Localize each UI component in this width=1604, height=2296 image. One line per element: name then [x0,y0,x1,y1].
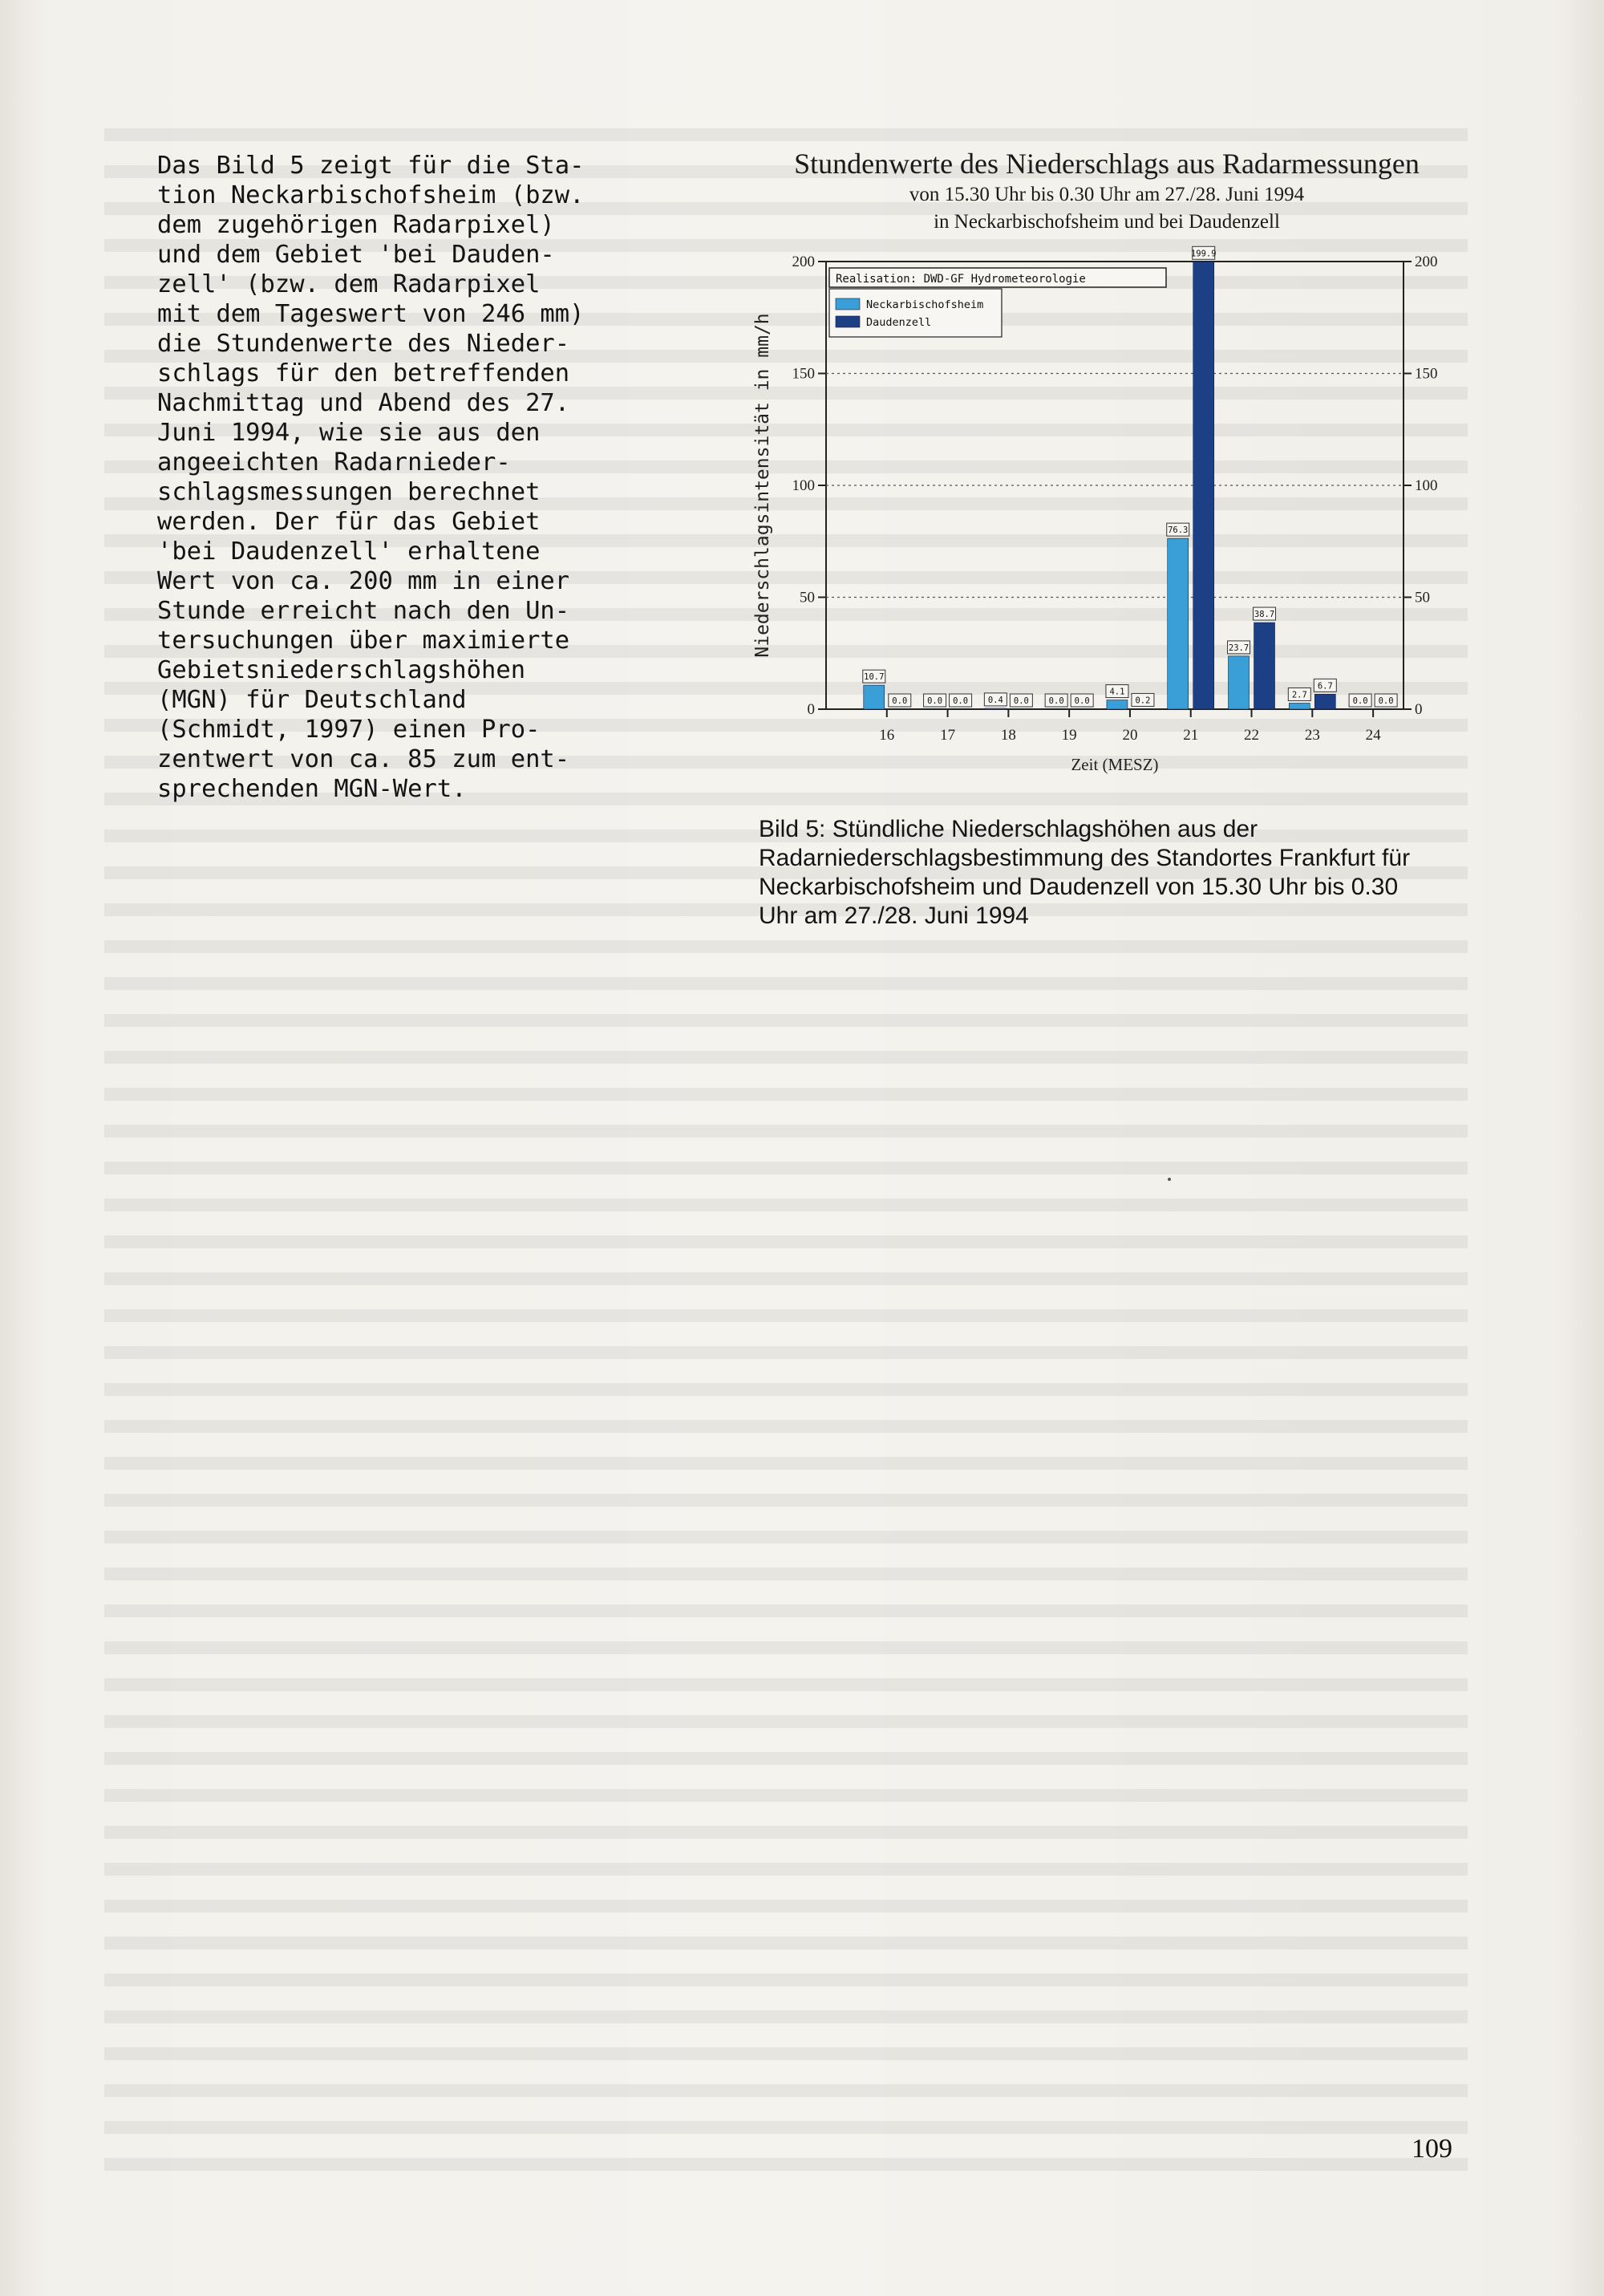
data-label: 10.7 [864,672,885,683]
bar-neckarbischofsheim [1350,709,1371,710]
data-label: 0.0 [927,696,943,706]
x-axis-label: Zeit (MESZ) [1071,755,1159,774]
chart-location: in Neckarbischofsheim und bei Daudenzell [934,211,1280,233]
x-tick-label: 21 [1183,727,1199,744]
x-tick-label: 22 [1244,727,1260,744]
bar-neckarbischofsheim [1107,700,1128,709]
intro-paragraph: Das Bild 5 zeigt für die Sta- tion Neckarbischofsheim (bzw. dem zugehörigen Radarpixel) und dem Gebiet 'bei Dauden- zell' (bzw. dem Radarpixel mit dem Tageswert von 246 mm) die Stundenwerte des Nieder- schlags für den betreffenden Nachmittag und Abend des 27. Juni 1994, wie sie aus den angeeichten Radarnieder- schlagsmessungen berechnet werden. Der für das Gebiet 'bei Daudenzell' erhaltene Wert von ca. 200 mm in einer Stunde erreicht nach den Un- tersuchungen über maximierte Gebietsniederschlagshöhen (MGN) für Deutschland (Schmidt, 1997) einen Pro- zentwert von ca. 85 zum ent- sprechenden MGN-Wert. [157,152,585,803]
y-axis-label: Niederschlagsintensität in mm/h [752,313,773,658]
data-label: 0.0 [1074,696,1090,706]
data-label: 0.0 [953,696,969,706]
y-tick-label-left: 0 [807,701,815,718]
bar-neckarbischofsheim [864,685,885,709]
speck [1168,1178,1171,1181]
x-tick-label: 20 [1122,727,1138,744]
data-label: 0.0 [1352,696,1368,706]
bar-daudenzell [1254,623,1275,709]
x-tick-label: 19 [1061,727,1077,744]
data-label: 0.0 [1013,696,1029,706]
bar-neckarbischofsheim [1168,538,1189,709]
data-label: 0.2 [1135,696,1151,706]
bar-daudenzell [1132,708,1153,709]
realization-label: Realisation: DWD-GF Hydrometeorologie [836,273,1086,286]
y-tick-label-left: 50 [800,589,815,606]
data-label: 0.0 [892,696,908,706]
legend-label: Neckarbischofsheim [866,298,984,311]
data-label: 199.9 [1190,249,1217,259]
chart-heading [754,146,1460,236]
y-tick-label-right: 150 [1415,365,1438,383]
legend-swatch [836,316,860,327]
bar-daudenzell [950,709,971,710]
y-tick-label-left: 150 [792,365,815,383]
data-label: 0.0 [1048,696,1064,706]
y-tick-label-right: 50 [1415,589,1430,606]
y-tick-label-right: 0 [1415,701,1423,718]
precipitation-bar-chart [746,241,1452,794]
bar-daudenzell [1071,709,1092,710]
data-label: 0.4 [987,695,1003,705]
bar-neckarbischofsheim [985,708,1006,709]
figure-caption: Bild 5: Stündliche Niederschlagshöhen aus der Radarniederschlagsbestimmung des Standortes Frankfurt für Neckarbischofsheim und Daudenzell von 15.30 Uhr bis 0.30 Uhr am 27./28. Juni 1994 [759,816,1411,929]
data-label: 6.7 [1317,681,1333,692]
x-tick-label: 24 [1365,727,1381,744]
bar-daudenzell [889,709,910,710]
page-number: 109 [1412,2134,1452,2164]
y-tick-label-right: 200 [1415,254,1438,270]
x-tick-label: 18 [1000,727,1016,744]
bar-daudenzell [1314,694,1335,709]
bar-daudenzell [1193,262,1214,709]
x-tick-label: 23 [1304,727,1320,744]
bar-neckarbischofsheim [1289,703,1310,709]
y-tick-label-left: 200 [792,254,815,270]
chart-title: Stundenwerte des Niederschlags aus Radarmessungen [794,148,1420,180]
data-label: 2.7 [1291,690,1307,700]
data-label: 23.7 [1228,643,1250,653]
legend-box [829,289,1002,337]
x-tick-label: 17 [940,727,956,744]
x-tick-label: 16 [879,727,895,744]
y-tick-label-left: 100 [792,477,815,494]
legend-label: Daudenzell [866,316,932,329]
data-label: 0.0 [1378,696,1394,706]
bar-daudenzell [1011,709,1031,710]
data-label: 4.1 [1109,687,1125,697]
data-label: 38.7 [1254,610,1275,620]
bar-neckarbischofsheim [925,709,946,710]
bar-daudenzell [1375,709,1396,710]
bar-neckarbischofsheim [1046,709,1067,710]
legend-swatch [836,298,860,310]
bar-neckarbischofsheim [1229,656,1250,709]
y-tick-label-right: 100 [1415,477,1438,494]
data-label: 76.3 [1168,525,1189,536]
chart-subtitle: von 15.30 Uhr bis 0.30 Uhr am 27./28. Juni 1994 [909,184,1305,205]
